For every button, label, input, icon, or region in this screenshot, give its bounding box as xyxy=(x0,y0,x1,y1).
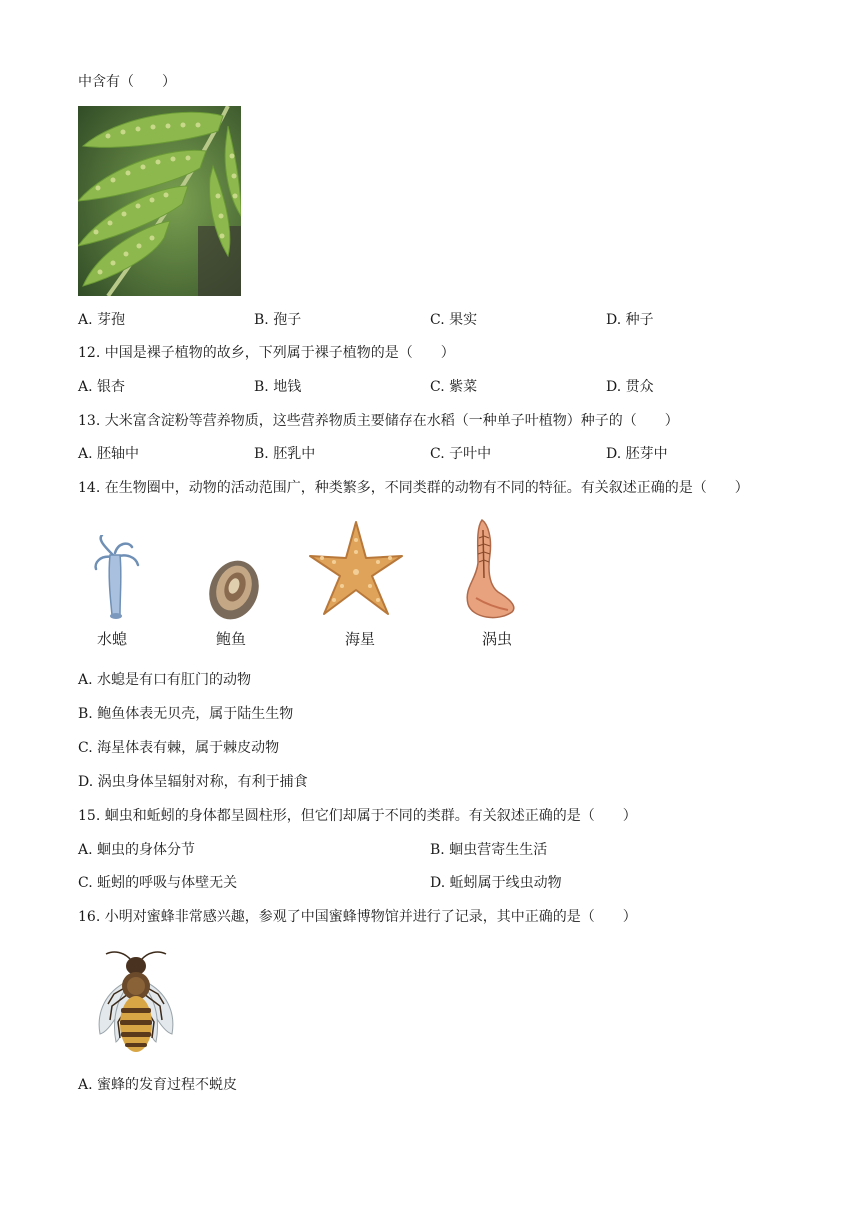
q12-option-b[interactable]: B. 地钱 xyxy=(254,379,302,395)
q14-option-a[interactable]: A. 水螅是有口有肛门的动物 xyxy=(78,672,252,688)
q15-option-b[interactable]: B. 蛔虫营寄生生活 xyxy=(430,842,548,858)
q14-option-d[interactable]: D. 涡虫身体呈辐射对称，有利于捕食 xyxy=(78,774,308,790)
q13-option-b[interactable]: B. 胚乳中 xyxy=(254,446,316,462)
q15-option-c[interactable]: C. 蚯蚓的呼吸与体壁无关 xyxy=(78,875,238,891)
q12-option-a[interactable]: A. 银杏 xyxy=(78,379,126,395)
fern-leaf-image xyxy=(78,106,241,296)
q11-option-d[interactable]: D. 种子 xyxy=(606,312,654,328)
q15-option-d[interactable]: D. 蚯蚓属于线虫动物 xyxy=(430,875,562,891)
q11-stem: 中含有（ ） xyxy=(78,74,176,90)
hydra-image xyxy=(88,535,144,620)
planarian-label: 涡虫 xyxy=(482,630,513,648)
q14-option-c[interactable]: C. 海星体表有棘，属于棘皮动物 xyxy=(78,740,280,756)
abalone-image xyxy=(204,556,264,622)
hydra-label: 水螅 xyxy=(97,630,128,648)
q11-option-b[interactable]: B. 孢子 xyxy=(254,312,302,328)
planarian-image xyxy=(458,518,520,622)
q16-stem: 16. 小明对蜜蜂非常感兴趣，参观了中国蜜蜂博物馆并进行了记录，其中正确的是（ ） xyxy=(78,909,637,925)
honeybee-image xyxy=(86,942,186,1060)
starfish-image xyxy=(308,520,404,618)
q14-option-b[interactable]: B. 鲍鱼体表无贝壳，属于陆生生物 xyxy=(78,706,294,722)
q12-option-c[interactable]: C. 紫菜 xyxy=(430,379,478,395)
q15-option-a[interactable]: A. 蛔虫的身体分节 xyxy=(78,842,196,858)
q11-option-c[interactable]: C. 果实 xyxy=(430,312,478,328)
q13-option-a[interactable]: A. 胚轴中 xyxy=(78,446,140,462)
starfish-label: 海星 xyxy=(345,630,376,648)
abalone-label: 鲍鱼 xyxy=(216,630,247,648)
q13-option-d[interactable]: D. 胚芽中 xyxy=(606,446,668,462)
q14-stem: 14. 在生物圈中，动物的活动范围广，种类繁多，不同类群的动物有不同的特征。有关叙述正确的是（ ） xyxy=(78,480,749,496)
q11-option-a[interactable]: A. 芽孢 xyxy=(78,312,126,328)
q12-option-d[interactable]: D. 贯众 xyxy=(606,379,654,395)
q13-stem: 13. 大米富含淀粉等营养物质，这些营养物质主要储存在水稻（一种单子叶植物）种子的（ ） xyxy=(78,413,679,429)
q12-stem: 12. 中国是裸子植物的故乡，下列属于裸子植物的是（ ） xyxy=(78,345,455,361)
q16-option-a[interactable]: A. 蜜蜂的发育过程不蜕皮 xyxy=(78,1077,238,1093)
q15-stem: 15. 蛔虫和蚯蚓的身体都呈圆柱形，但它们却属于不同的类群。有关叙述正确的是（ ） xyxy=(78,808,637,824)
q13-option-c[interactable]: C. 子叶中 xyxy=(430,446,492,462)
